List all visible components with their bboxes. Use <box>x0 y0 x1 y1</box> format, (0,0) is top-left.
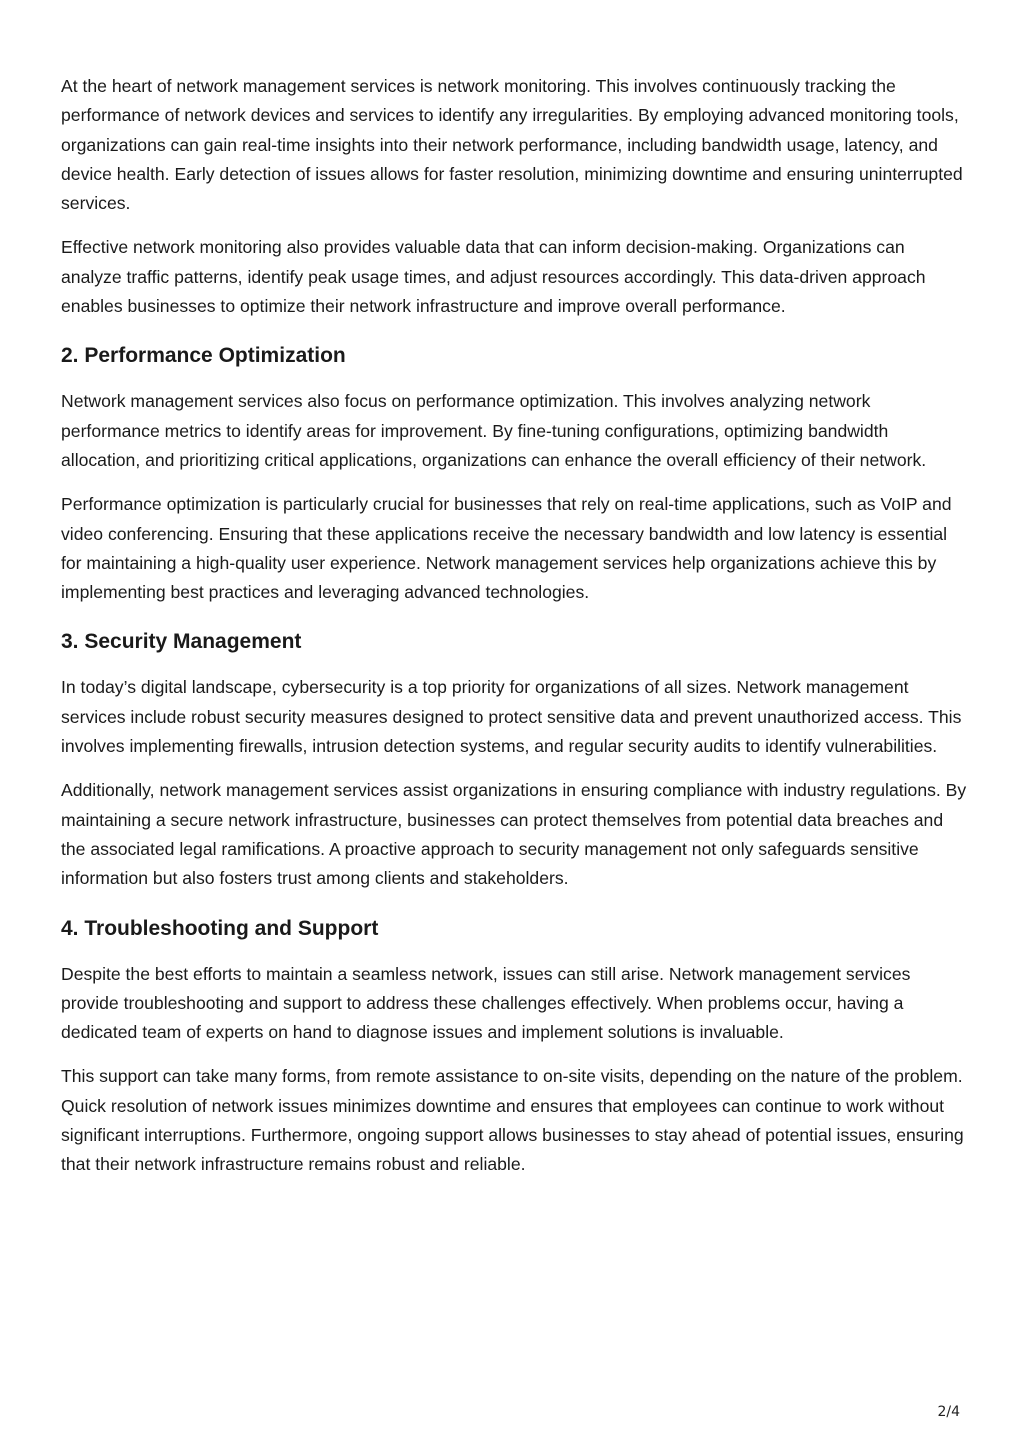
section-paragraph: Network management services also focus on performance optimization. This involves analyzing network performance metrics to identify areas for improvement. By fine-tuning configurations, optimizing bandwidth allocation, and prioritizing critical applications, organizations can enhance the overall efficiency of their network. <box>61 391 927 470</box>
section-paragraph: Additionally, network management services assist organizations in ensuring compliance with industry regulations. By maintaining a secure network infrastructure, businesses can protect themselves from potential data breaches and the associated legal ramifications. A proactive approach to security management not only safeguards sensitive information but also fosters trust among clients and stakeholders. <box>61 780 967 889</box>
section-paragraph: Despite the best efforts to maintain a seamless network, issues can still arise. Network management services provide troubleshooting and support to address these challenges effectively. When problems occur, having a dedicated team of experts on hand to diagnose issues and implement solutions is invaluable. <box>61 963 911 1043</box>
intro-paragraph: At the heart of network management services is network monitoring. This involves continuously tracking the performance of network devices and services to identify any irregularities. By employing advanced monitoring tools, organizations can gain real-time insights into their network performance, including bandwidth usage, latency, and device health. Early detection of issues allows for faster resolution, minimizing downtime and ensuring uninterrupted services. <box>61 76 963 214</box>
section-heading: 2. Performance Optimization <box>61 344 346 368</box>
section-paragraph: This support can take many forms, from remote assistance to on-site visits, depending on the nature of the problem. Quick resolution of network issues minimizes downtime and ensures that employees can continue to work without significant interruptions. Furthermore, ongoing support allows businesses to stay ahead of potential issues, ensuring that their network infrastructure remains robust and reliable. <box>61 1066 964 1175</box>
section-performance-optimization <box>61 342 967 607</box>
section-heading: 4. Troubleshooting and Support <box>61 916 379 940</box>
section-heading: 3. Security Management <box>61 630 302 654</box>
document-body <box>61 72 967 1195</box>
intro-paragraph: Effective network monitoring also provides valuable data that can inform decision-making. Organizations can analyze traffic patterns, identify peak usage times, and adjust resources accordingly. This data-driven approach enables businesses to optimize their network infrastructure and improve overall performance. <box>61 237 926 317</box>
section-paragraph: In today’s digital landscape, cybersecurity is a top priority for organizations of all sizes. Network management services include robust security measures designed to protect sensitive data and prevent unauthorized access. This involves implementing firewalls, intrusion detection systems, and regular security audits to identify vulnerabilities. <box>61 677 962 757</box>
section-paragraph: Performance optimization is particularly crucial for businesses that rely on real-time applications, such as VoIP and video conferencing. Ensuring that these applications receive the necessary bandwidth and low latency is essential for maintaining a high-quality user experience. Network management services help organizations achieve this by implementing best practices and leveraging advanced technologies. <box>61 494 952 603</box>
page-number: 2/4 <box>937 1404 960 1420</box>
section-security-management <box>61 628 967 893</box>
section-troubleshooting-support <box>61 915 967 1180</box>
